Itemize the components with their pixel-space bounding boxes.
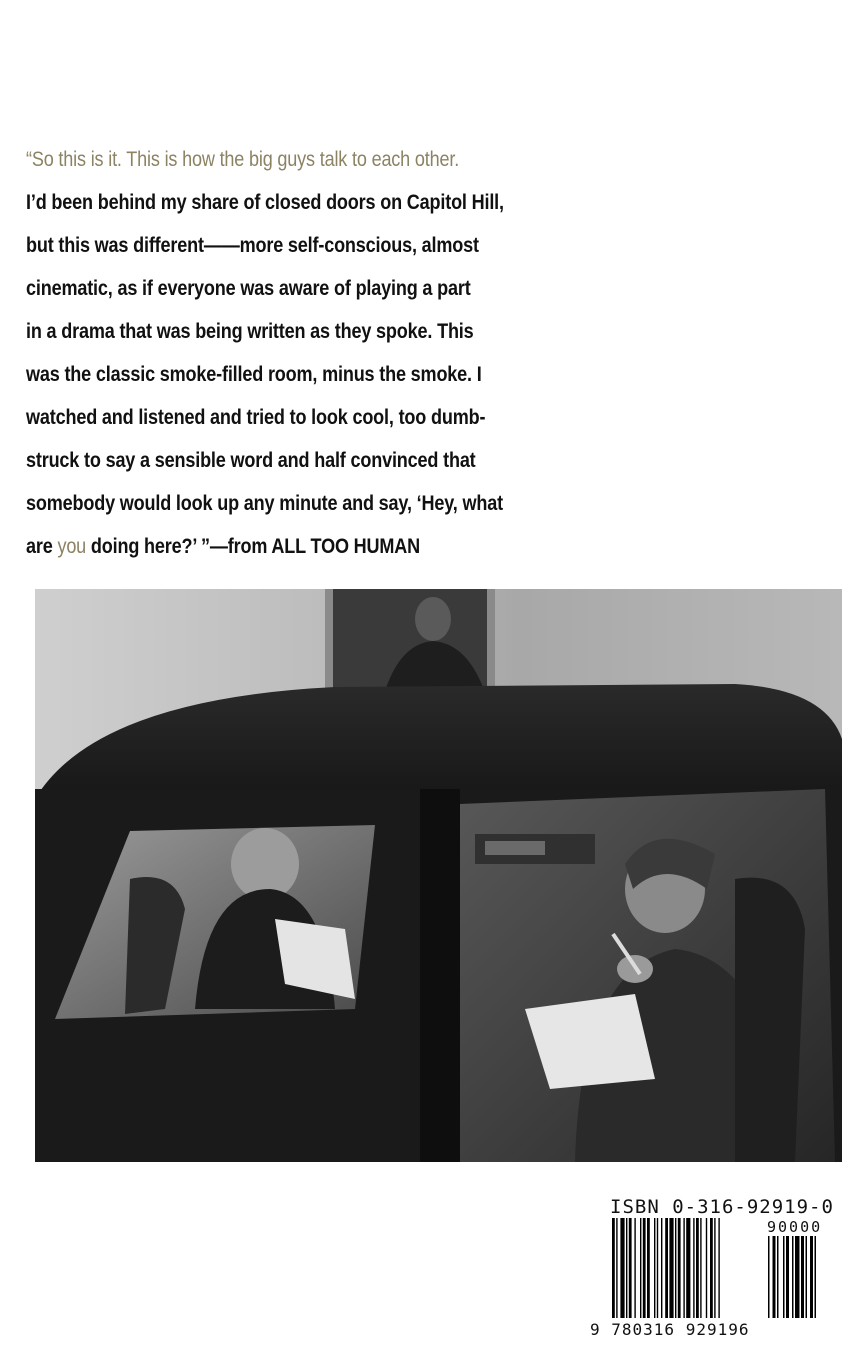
quote-line-8: struck to say a sensible word and half convinced that bbox=[26, 449, 476, 472]
quote-closing-post: doing here?’ ” bbox=[86, 535, 210, 558]
isbn-barcode bbox=[590, 1196, 845, 1346]
back-cover-quote bbox=[26, 138, 504, 568]
quote-line-1: “So this is it. This is how the big guys talk to each other. bbox=[26, 148, 460, 171]
quote-line-4: cinematic, as if everyone was aware of playing a part bbox=[26, 277, 471, 300]
quote-line-2: I’d been behind my share of closed doors on Capitol Hill, bbox=[26, 191, 504, 214]
barcode-bars bbox=[590, 1218, 845, 1322]
quote-closing-pre: are bbox=[26, 535, 58, 558]
quote-accent-word: you bbox=[57, 535, 87, 558]
quote-line-9: somebody would look up any minute and say, ‘Hey, what bbox=[26, 492, 503, 515]
quote-line-10 bbox=[26, 525, 420, 568]
quote-closing bbox=[26, 525, 210, 568]
price-code: 90000 bbox=[767, 1218, 823, 1236]
quote-line-5: in a drama that was being written as they spoke. This bbox=[26, 320, 474, 343]
photo-illustration bbox=[35, 589, 842, 1162]
quote-line-3: but this was different——more self-conscious, almost bbox=[26, 234, 479, 257]
cover-photo bbox=[35, 589, 842, 1162]
isbn-label: ISBN 0-316-92919-0 bbox=[610, 1196, 834, 1218]
quote-line-6: was the classic smoke-filled room, minus the smoke. I bbox=[26, 363, 482, 386]
ean-digits: 9 780316 929196 bbox=[590, 1320, 750, 1339]
quote-attribution: —from ALL TOO HUMAN bbox=[209, 535, 421, 558]
quote-line-7: watched and listened and tried to look cool, too dumb- bbox=[26, 406, 486, 429]
